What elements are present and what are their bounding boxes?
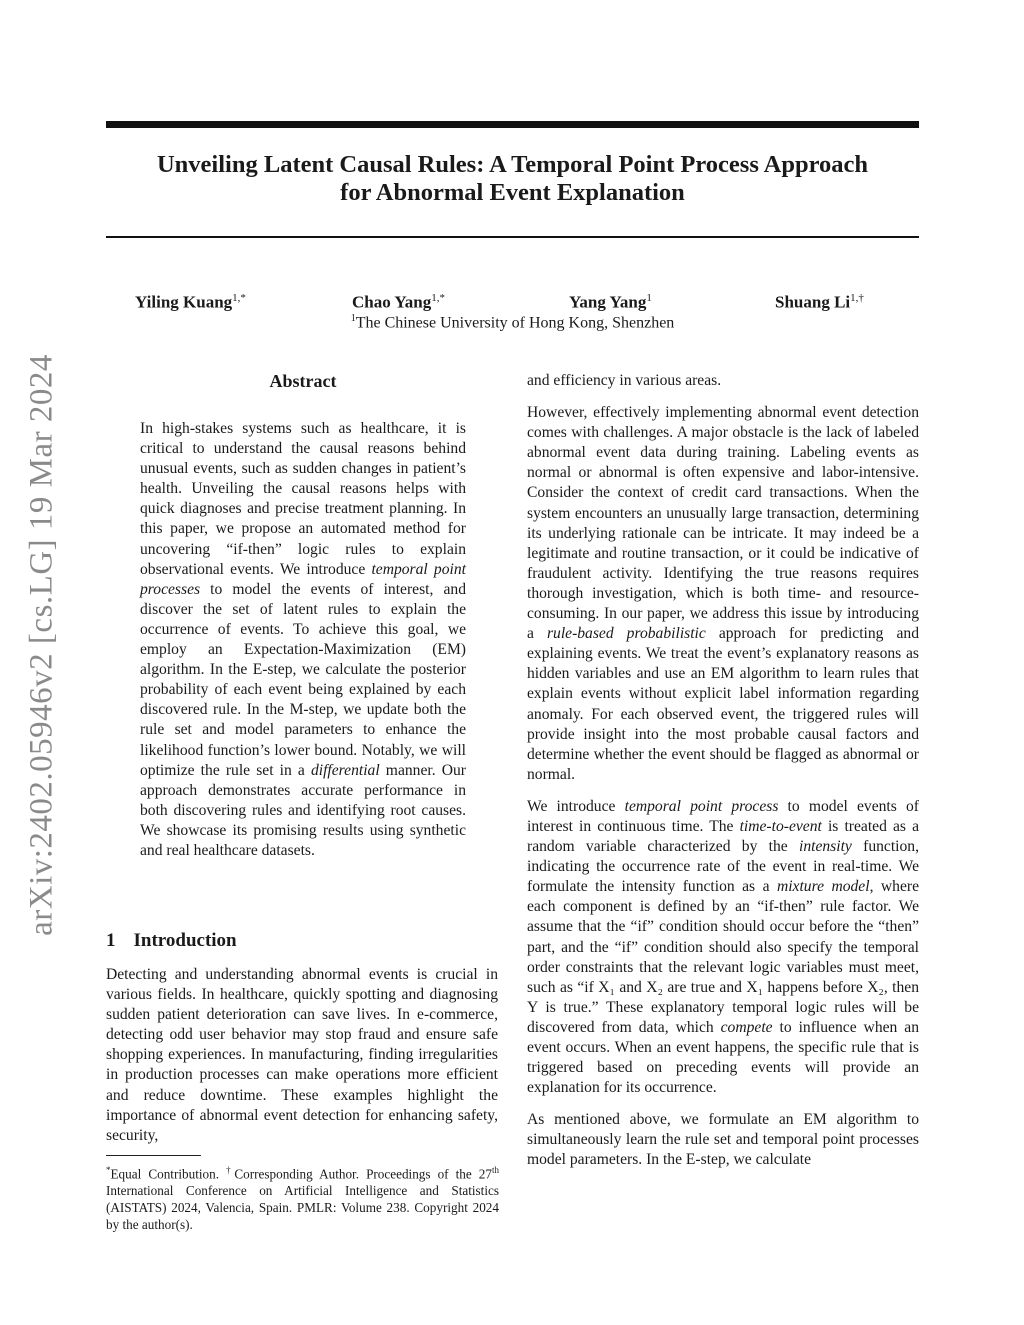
title-line-2: for Abnormal Event Explanation xyxy=(340,179,685,206)
intro-paragraph-3: We introduce temporal point process to model events of interest in continuous time. The time-to-event is treated as a random variable characterized by the intensity function, indicating the occurrence rate of the event in real-time. We formulate the intensity function as a mixture model, where each component is defined by an “if-then” rule factor. We assume that the “if” condition should occur before the “then” part, and the “if” condition should also specify the temporal order constraints that the relevant logic variables must meet, such as “if X₁ and X₂ are true and X₁ happens before X₂, then Y is true.” These explanatory temporal logic rules will be discovered from data, which compete to influence when an event occurs. When an event happens, the specific rule that is triggered based on preceding events will provide an explanation for its occurrence. xyxy=(527,797,920,1097)
footnote: *Equal Contribution. †Corresponding Author. Proceedings of the 27th International Conference on Artificial Intelligence and Statistics (AISTATS) 2024, Valencia, Spain. PMLR: Volume 238. Copyright 2024 by the author(s). xyxy=(106,1165,500,1233)
footnote-rule xyxy=(106,1155,201,1156)
author-3 xyxy=(569,292,652,313)
affiliation xyxy=(106,313,919,332)
author-name: Shuang Li xyxy=(775,292,851,312)
title-top-rule xyxy=(106,121,919,128)
intro-paragraph-4: As mentioned above, we formulate an EM algorithm to simultaneously learn the rule set and temporal point processes model parameters. In the E-step, we calculate xyxy=(527,1111,919,1169)
abstract-body xyxy=(140,419,466,873)
author-2 xyxy=(352,292,445,313)
intro-paragraph-1-continued: and efficiency in various areas. xyxy=(527,372,722,389)
intro-paragraph-1: Detecting and understanding abnormal events is crucial in various fields. In healthcare, quickly spotting and diagnosing sudden patient deterioration can save lives. In e-commerce, detecting odd user behavior may stop fraud and ensure safe shopping experiences. In manufacturing, finding irregularities in production processes can make operations more efficient and reduce downtime. These examples highlight the importance of abnormal event detection for enhancing safety, security, xyxy=(106,966,498,1144)
author-name: Yang Yang xyxy=(569,292,647,312)
author-name: Yiling Kuang xyxy=(135,292,233,312)
affiliation-text: The Chinese University of Hong Kong, Shenzhen xyxy=(355,314,675,332)
author-mark: 1,† xyxy=(850,292,864,304)
section-number: 1 xyxy=(106,930,116,951)
author-mark: 1,* xyxy=(431,292,445,304)
arxiv-id: arXiv:2402.05946v2 [cs.LG] 19 Mar 2024 xyxy=(23,354,60,936)
title-line-1: Unveiling Latent Causal Rules: A Temporal Point Process Approach xyxy=(156,151,869,178)
abstract-paragraph: In high-stakes systems such as healthcare, it is critical to understand the causal reasons behind unusual events, such as sudden changes in patient’s health. Unveiling the causal reasons helps with quick diagnoses and precise treatment planning. In this paper, we propose an automated method for uncovering “if-then” logic rules to explain observational events. We introduce temporal point processes to model the events of interest, and discover the set of latent rules to explain the occurrence of events. To achieve this goal, we employ an Expectation-Maximization (EM) algorithm. In the E-step, we calculate the posterior probability of each event being explained by each discovered rule. In the M-step, we update both the rule set and model parameters to enhance the likelihood function’s lower bound. Notably, we will optimize the rule set in a differential manner. Our approach demonstrates accurate performance in both discovering rules and identifying root causes. We showcase its promising results using synthetic and real healthcare datasets. xyxy=(140,420,466,859)
paper-title xyxy=(106,151,919,207)
author-mark: 1,* xyxy=(232,292,246,304)
section-heading-introduction xyxy=(106,930,237,952)
author-mark: 1 xyxy=(646,292,652,304)
section-title: Introduction xyxy=(133,930,237,951)
author-name: Chao Yang xyxy=(352,292,432,312)
title-bottom-rule xyxy=(106,236,919,238)
affiliation-mark: 1 xyxy=(350,313,356,324)
abstract-heading: Abstract xyxy=(269,371,337,391)
author-1 xyxy=(135,292,246,313)
intro-paragraph-2: However, effectively implementing abnormal event detection comes with challenges. A major obstacle is the lack of labeled abnormal event data during training. Labeling events as normal or abnormal is often expensive and labor-intensive. Consider the context of credit card transactions. When the system encounters an unusually large transaction, determining its underlying rationale can be intricate. It may indeed be a legitimate and routine transaction, or it could be indicative of fraudulent activity. Identifying the true reasons requires thorough investigation, which is both time- and resource-consuming. In our paper, we address this issue by introducing a rule-based probabilistic approach for predicting and explaining events. We treat the event’s explanatory reasons as hidden variables and use an EM algorithm to learn rules that explain events without explicit label information regarding anomaly. For each observed event, the triggered rules will provide insight into the most probable causal factors and determine whether the event should be flagged as abnormal or normal. xyxy=(527,404,919,783)
right-column xyxy=(527,371,919,1183)
author-4 xyxy=(775,292,864,313)
